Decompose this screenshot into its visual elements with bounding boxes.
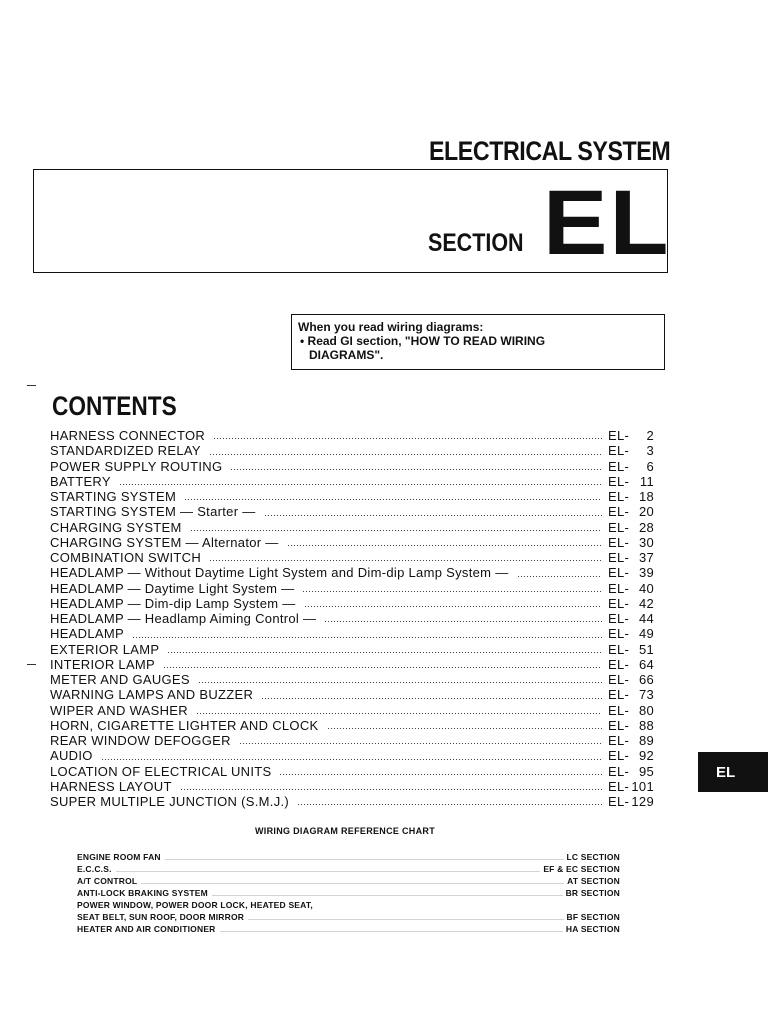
reference-system: A/T CONTROL [77, 876, 138, 886]
toc-entry-title: WARNING LAMPS AND BUZZER [50, 687, 254, 703]
toc-page-prefix: EL- [608, 641, 630, 657]
toc-page-ref [608, 550, 654, 565]
toc-page-ref [608, 703, 654, 718]
toc-page-number: 2 [646, 428, 654, 443]
toc-page-prefix: EL- [608, 702, 630, 718]
section-label: SECTION [428, 229, 524, 257]
reference-system: POWER WINDOW, POWER DOOR LOCK, HEATED SEAT, [77, 900, 313, 910]
dot-leader [230, 469, 602, 470]
toc-row[interactable] [50, 657, 654, 672]
toc-page-ref [608, 794, 654, 809]
toc-page-number: 80 [638, 702, 654, 718]
toc-page-prefix: EL- [608, 626, 630, 642]
dot-leader [198, 682, 602, 683]
toc-entry-title: HEADLAMP [50, 626, 124, 642]
dot-leader [248, 919, 563, 920]
toc-page-number: 95 [638, 763, 654, 779]
toc-row[interactable] [50, 489, 654, 504]
toc-entry-title: HORN, CIGARETTE LIGHTER AND CLOCK [50, 717, 319, 733]
dot-leader [163, 667, 602, 668]
section-thumb-tab[interactable] [698, 752, 768, 792]
reference-system: ANTI-LOCK BRAKING SYSTEM [77, 888, 208, 898]
toc-page-prefix: EL- [608, 687, 630, 703]
toc-page-prefix: EL- [608, 489, 630, 504]
toc-entry-title: BATTERY [50, 473, 111, 489]
toc-page-number: 18 [638, 489, 654, 504]
toc-row[interactable] [50, 687, 654, 702]
reference-row [77, 911, 620, 923]
toc-entry-title: POWER SUPPLY ROUTING [50, 458, 223, 474]
toc-page-number: 11 [639, 473, 654, 489]
toc-page-prefix: EL- [608, 565, 630, 581]
dot-leader [190, 530, 602, 531]
note-line-2: Read GI section, "HOW TO READ WIRING [307, 334, 546, 348]
toc-entry-title: SUPER MULTIPLE JUNCTION (S.M.J.) [50, 794, 290, 809]
toc-page-number: 42 [638, 595, 654, 611]
toc-page-number: 44 [638, 611, 654, 626]
toc-row[interactable] [50, 596, 654, 611]
toc-page-ref [608, 657, 654, 672]
toc-page-prefix: EL- [608, 656, 630, 672]
toc-row[interactable] [50, 764, 654, 779]
dot-leader [302, 591, 602, 592]
reference-row [77, 851, 620, 863]
toc-entry-title: HARNESS CONNECTOR [50, 428, 206, 443]
toc-row[interactable] [50, 565, 654, 580]
toc-entry-title: WIPER AND WASHER [50, 702, 188, 718]
dot-leader [287, 545, 602, 546]
dot-leader [209, 454, 602, 455]
toc-page-ref [608, 687, 654, 702]
toc-page-prefix: EL- [608, 733, 630, 748]
reference-section: BR SECTION [565, 888, 620, 898]
toc-page-ref [608, 428, 654, 443]
toc-row[interactable] [50, 733, 654, 748]
bullet-icon: • [300, 334, 305, 348]
toc-page-prefix: EL- [608, 504, 630, 520]
toc-entry-title: AUDIO [50, 748, 93, 764]
reference-chart [77, 851, 620, 935]
toc-entry-title: CHARGING SYSTEM — Alternator — [50, 534, 279, 550]
toc-entry-title: STARTING SYSTEM — Starter — [50, 504, 256, 520]
reference-section: EF & EC SECTION [543, 864, 620, 874]
reference-row [77, 899, 620, 911]
toc-page-number: 64 [638, 656, 654, 672]
reference-row [77, 887, 620, 899]
dot-leader [196, 713, 602, 714]
reference-section: LC SECTION [566, 852, 620, 862]
toc-row[interactable] [50, 794, 654, 809]
toc-page-prefix: EL- [608, 794, 630, 809]
margin-tick-mark [27, 385, 36, 386]
reference-chart-title: WIRING DIAGRAM REFERENCE CHART [255, 826, 435, 836]
toc-page-number: 40 [638, 580, 654, 596]
dot-leader [517, 576, 602, 577]
reference-section: HA SECTION [565, 924, 620, 934]
toc-page-number: 20 [638, 504, 654, 520]
toc-page-prefix: EL- [608, 534, 630, 550]
toc-row[interactable] [50, 748, 654, 763]
dot-leader [180, 789, 602, 790]
section-title: ELECTRICAL SYSTEM [429, 136, 671, 166]
toc-entry-title: HEADLAMP — Dim-dip Lamp System — [50, 595, 296, 611]
toc-row[interactable] [50, 626, 654, 641]
toc-row[interactable] [50, 581, 654, 596]
toc-page-number: 73 [638, 687, 654, 703]
toc-entry-title: EXTERIOR LAMP [50, 641, 160, 657]
toc-page-ref [608, 642, 654, 657]
toc-entry-title: HEADLAMP — Without Daytime Light System and Dim-dip Lamp System — [50, 565, 509, 581]
toc-page-prefix: EL- [608, 428, 630, 443]
toc-entry-title: HEADLAMP — Daytime Light System — [50, 580, 295, 596]
dot-leader [101, 759, 602, 760]
reference-row [77, 923, 620, 935]
toc-page-ref [608, 535, 654, 550]
toc-page-ref [608, 779, 654, 794]
toc-row[interactable] [50, 520, 654, 535]
note-line-3: DIAGRAMS". [309, 348, 384, 362]
toc-page-ref [608, 733, 654, 748]
toc-page-number: 6 [646, 458, 654, 474]
dot-leader [261, 698, 602, 699]
toc-row[interactable] [50, 642, 654, 657]
wiring-diagram-note [291, 314, 665, 370]
toc-page-number: 101 [631, 778, 654, 794]
toc-page-number: 92 [638, 748, 654, 764]
section-thumb-tab-label: EL [716, 763, 736, 781]
dot-leader [264, 515, 602, 516]
reference-row [77, 863, 620, 875]
toc-page-number: 89 [638, 733, 654, 748]
toc-page-prefix: EL- [608, 748, 630, 764]
toc-page-ref [608, 474, 654, 489]
toc-page-number: 37 [638, 550, 654, 565]
dot-leader [279, 774, 602, 775]
toc-page-prefix: EL- [608, 550, 630, 565]
dot-leader [184, 499, 602, 500]
toc-row[interactable] [50, 779, 654, 794]
note-bullet-line [298, 334, 658, 348]
dot-leader [132, 637, 602, 638]
toc-page-number: 66 [638, 672, 654, 687]
reference-system: E.C.C.S. [77, 864, 112, 874]
toc-entry-title: INTERIOR LAMP [50, 656, 156, 672]
toc-page-number: 129 [631, 794, 654, 809]
dot-leader [297, 804, 602, 805]
toc-page-ref [608, 764, 654, 779]
toc-page-prefix: EL- [608, 595, 630, 611]
dot-leader [165, 859, 564, 860]
dot-leader [212, 895, 563, 896]
toc-row[interactable] [50, 718, 654, 733]
toc-page-number: 28 [638, 519, 654, 535]
dot-leader [116, 871, 541, 872]
toc-page-prefix: EL- [608, 672, 630, 687]
toc-page-ref [608, 596, 654, 611]
dot-leader [167, 652, 602, 653]
toc-row[interactable] [50, 703, 654, 718]
toc-page-prefix: EL- [608, 717, 630, 733]
note-line-1: When you read wiring diagrams: [298, 320, 484, 334]
toc-page-prefix: EL- [608, 458, 630, 474]
contents-heading: CONTENTS [52, 391, 177, 421]
dot-leader [220, 931, 563, 932]
toc-page-prefix: EL- [608, 519, 630, 535]
toc-row[interactable] [50, 504, 654, 519]
toc-entry-title: CHARGING SYSTEM [50, 519, 182, 535]
reference-section: AT SECTION [567, 876, 620, 886]
toc-row[interactable] [50, 611, 654, 626]
toc-row[interactable] [50, 428, 654, 443]
toc-entry-title: REAR WINDOW DEFOGGER [50, 733, 231, 748]
dot-leader [327, 728, 603, 729]
toc-page-ref [608, 672, 654, 687]
dot-leader [119, 484, 602, 485]
toc-row[interactable] [50, 672, 654, 687]
dot-leader [239, 743, 602, 744]
dot-leader [209, 560, 602, 561]
toc-page-ref [608, 459, 654, 474]
toc-page-prefix: EL- [608, 580, 630, 596]
toc-row[interactable] [50, 443, 654, 458]
toc-page-ref [608, 626, 654, 641]
reference-row [77, 875, 620, 887]
toc-page-number: 51 [638, 641, 654, 657]
toc-page-ref [608, 718, 654, 733]
toc-entry-title: METER AND GAUGES [50, 672, 190, 687]
toc-page-ref [608, 565, 654, 580]
toc-page-number: 39 [638, 565, 654, 581]
toc-row[interactable] [50, 474, 654, 489]
toc-page-ref [608, 489, 654, 504]
toc-entry-title: STARTING SYSTEM [50, 489, 177, 504]
table-of-contents [50, 428, 654, 809]
toc-row[interactable] [50, 550, 654, 565]
toc-entry-title: STANDARDIZED RELAY [50, 443, 201, 459]
dot-leader [141, 883, 564, 884]
toc-page-prefix: EL- [608, 763, 630, 779]
toc-page-prefix: EL- [608, 443, 630, 459]
reference-system: HEATER AND AIR CONDITIONER [77, 924, 216, 934]
toc-entry-title: HEADLAMP — Headlamp Aiming Control — [50, 611, 317, 626]
toc-entry-title: HARNESS LAYOUT [50, 778, 172, 794]
reference-system: SEAT BELT, SUN ROOF, DOOR MIRROR [77, 912, 245, 922]
toc-page-number: 49 [638, 626, 654, 642]
section-code: EL [543, 172, 671, 274]
toc-page-ref [608, 520, 654, 535]
toc-page-ref [608, 611, 654, 626]
toc-page-ref [608, 443, 654, 458]
margin-tick-mark [27, 664, 36, 665]
toc-row[interactable] [50, 459, 654, 474]
toc-entry-title: LOCATION OF ELECTRICAL UNITS [50, 763, 272, 779]
toc-page-prefix: EL- [608, 778, 630, 794]
toc-page-prefix: EL- [608, 473, 630, 489]
reference-section: BF SECTION [566, 912, 620, 922]
toc-page-number: 30 [638, 534, 654, 550]
toc-page-number: 88 [638, 717, 654, 733]
toc-page-ref [608, 504, 654, 519]
toc-page-ref [608, 581, 654, 596]
toc-page-number: 3 [646, 443, 654, 459]
dot-leader [213, 438, 602, 439]
reference-system: ENGINE ROOM FAN [77, 852, 161, 862]
dot-leader [304, 606, 602, 607]
toc-row[interactable] [50, 535, 654, 550]
toc-page-prefix: EL- [608, 611, 630, 626]
toc-page-ref [608, 748, 654, 763]
toc-entry-title: COMBINATION SWITCH [50, 550, 202, 565]
dot-leader [324, 621, 602, 622]
